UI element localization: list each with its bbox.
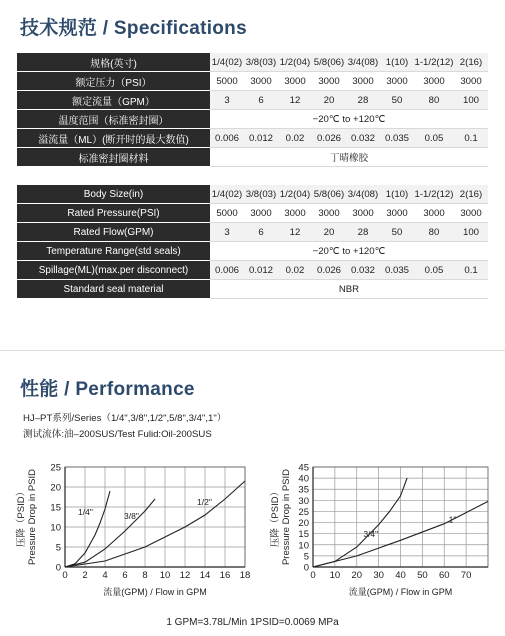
spec-cell: 28 <box>346 91 380 110</box>
series-label: 1/4" <box>78 507 93 517</box>
spec-cell: 0.05 <box>414 129 454 148</box>
spec-cell: 3/8(03) <box>244 53 278 72</box>
conversion-footer: 1 GPM=3.78L/Min 1PSID=0.0069 MPa <box>166 617 339 628</box>
spec-cell: 28 <box>346 223 380 242</box>
x-tick-label: 0 <box>62 570 68 581</box>
spec-row-label: Rated Pressure(PSI) <box>17 204 210 223</box>
spec-cell: 0.035 <box>380 129 414 148</box>
section-divider <box>0 350 505 351</box>
spec-row <box>17 53 488 72</box>
y-tick-label: 20 <box>50 482 61 494</box>
spec-cell: 5000 <box>210 72 244 91</box>
spec-cell: 0.032 <box>346 129 380 148</box>
plot-frame <box>65 467 245 567</box>
y-axis-label-cn: 压降（PSID） <box>270 486 281 548</box>
spec-row <box>17 110 488 129</box>
spec-cell: 1/2(04) <box>278 53 312 72</box>
spec-cell: 0.05 <box>414 261 454 280</box>
spec-cell: 12 <box>278 223 312 242</box>
spec-cell-span: 丁晴橡胶 <box>210 148 488 167</box>
spec-cell: 2(16) <box>454 53 488 72</box>
x-tick-label: 70 <box>460 570 472 581</box>
spec-cell: 3000 <box>346 72 380 91</box>
x-tick-label: 6 <box>122 570 128 581</box>
spec-row <box>17 223 488 242</box>
spec-table-en <box>17 185 488 299</box>
x-axis-label: 流量(GPM) / Flow in GPM <box>103 587 207 597</box>
y-axis-label-cn: 压降（PSID） <box>16 486 27 548</box>
spec-row-label: Temperature Range(std seals) <box>17 242 210 261</box>
spec-cell: 100 <box>454 91 488 110</box>
spec-cell: 5/8(06) <box>312 185 346 204</box>
spec-cell: 20 <box>312 91 346 110</box>
spec-cell: 80 <box>414 91 454 110</box>
spec-cell: 3/4(08) <box>346 53 380 72</box>
spec-cell: 50 <box>380 91 414 110</box>
spec-row-label: 额定流量（GPM） <box>17 91 210 110</box>
spec-cell: 50 <box>380 223 414 242</box>
spec-cell-span: −20℃ to +120℃ <box>210 242 488 261</box>
spec-cell: 0.012 <box>244 261 278 280</box>
spec-cell: 0.006 <box>210 261 244 280</box>
spec-cell: 0.035 <box>380 261 414 280</box>
x-tick-label: 16 <box>219 570 231 581</box>
y-tick-label: 5 <box>55 542 61 554</box>
x-tick-label: 50 <box>417 570 428 581</box>
spec-cell: 3 <box>210 223 244 242</box>
spec-cell: 3000 <box>454 204 488 223</box>
spec-cell: 100 <box>454 223 488 242</box>
series-label: 1/2" <box>197 497 212 507</box>
spec-cell: 3000 <box>278 72 312 91</box>
spec-cell: 5/8(06) <box>312 53 346 72</box>
y-tick-label: 10 <box>298 540 309 552</box>
y-tick-label: 10 <box>50 522 61 534</box>
x-tick-label: 8 <box>142 570 148 581</box>
spec-row <box>17 91 488 110</box>
y-tick-label: 35 <box>298 484 309 496</box>
y-tick-label: 15 <box>298 529 309 541</box>
y-tick-label: 25 <box>50 462 61 474</box>
spec-cell: 3000 <box>454 72 488 91</box>
series-line <box>65 491 110 567</box>
spec-table-cn <box>17 53 488 167</box>
y-tick-label: 20 <box>298 518 309 530</box>
spec-row-label: 标准密封圈材料 <box>17 148 210 167</box>
series-label: 3/8" <box>124 511 139 521</box>
y-tick-label: 5 <box>303 551 309 563</box>
spec-cell: 6 <box>244 91 278 110</box>
spec-cell: 3 <box>210 91 244 110</box>
spec-cell: 1/4(02) <box>210 53 244 72</box>
x-tick-label: 4 <box>102 570 108 581</box>
spec-row-label: 温度范围（标准密封圈） <box>17 110 210 129</box>
x-tick-label: 60 <box>438 570 450 581</box>
spec-row <box>17 72 488 91</box>
spec-cell: 3000 <box>312 72 346 91</box>
spec-cell: 1(10) <box>380 185 414 204</box>
spec-cell: 12 <box>278 91 312 110</box>
spec-cell: 3000 <box>380 72 414 91</box>
spec-cell: 3000 <box>414 72 454 91</box>
spec-cell: 0.026 <box>312 129 346 148</box>
fluid-line: 测试流体:油–200SUS/Test Fulid:Oil-200SUS <box>23 429 212 440</box>
spec-row <box>17 280 488 299</box>
y-axis-label-en: Pressure Drop in PSID <box>281 468 292 566</box>
spec-cell: 3/4(08) <box>346 185 380 204</box>
spec-row <box>17 129 488 148</box>
flow-chart-large <box>260 450 505 615</box>
spec-cell: 0.1 <box>454 261 488 280</box>
spec-cell: 3000 <box>312 204 346 223</box>
x-axis-label: 流量(GPM) / Flow in GPM <box>348 587 453 597</box>
y-tick-label: 45 <box>298 462 309 474</box>
spec-cell: 20 <box>312 223 346 242</box>
y-tick-label: 30 <box>298 495 309 507</box>
spec-cell: 0.02 <box>278 261 312 280</box>
spec-section-title: 技术规范 / Specifications <box>20 18 247 39</box>
y-axis-label-en: Pressure Drop in PSID <box>27 468 38 566</box>
spec-cell: 0.1 <box>454 129 488 148</box>
spec-cell: 0.006 <box>210 129 244 148</box>
spec-cell: 3000 <box>244 204 278 223</box>
spec-row <box>17 242 488 261</box>
spec-row-label: 规格(英寸) <box>17 53 210 72</box>
spec-cell: 0.012 <box>244 129 278 148</box>
spec-cell: 6 <box>244 223 278 242</box>
spec-cell: 1(10) <box>380 53 414 72</box>
x-tick-label: 12 <box>179 570 191 581</box>
spec-cell: 3000 <box>380 204 414 223</box>
x-tick-label: 10 <box>159 570 171 581</box>
spec-cell: 0.032 <box>346 261 380 280</box>
y-tick-label: 40 <box>298 473 309 485</box>
spec-row <box>17 185 488 204</box>
y-tick-label: 25 <box>298 506 309 518</box>
x-tick-label: 30 <box>373 570 384 581</box>
y-tick-label: 0 <box>303 562 309 574</box>
spec-row-label: 溢流量（ML）(断开时的最大数值) <box>17 129 210 148</box>
spec-cell: 3000 <box>278 204 312 223</box>
spec-row-label: Standard seal material <box>17 280 210 299</box>
spec-cell: 1/4(02) <box>210 185 244 204</box>
series-label: 1" <box>448 514 457 525</box>
perf-section-title: 性能 / Performance <box>20 379 195 400</box>
y-tick-label: 0 <box>55 562 61 574</box>
x-tick-label: 18 <box>239 570 251 581</box>
spec-cell-span: NBR <box>210 280 488 299</box>
series-line <box>65 481 245 567</box>
series-line: HJ–PT系列/Series（1/4",3/8",1/2",5/8",3/4",1"） <box>23 413 227 424</box>
spec-cell: 80 <box>414 223 454 242</box>
x-tick-label: 2 <box>82 570 88 581</box>
spec-cell: 0.02 <box>278 129 312 148</box>
spec-row <box>17 148 488 167</box>
spec-row <box>17 204 488 223</box>
spec-cell: 1-1/2(12) <box>414 53 454 72</box>
spec-cell-span: −20℃ to +120℃ <box>210 110 488 129</box>
spec-row-label: 额定压力（PSI） <box>17 72 210 91</box>
spec-cell: 3000 <box>414 204 454 223</box>
spec-cell: 1/2(04) <box>278 185 312 204</box>
spec-row-label: Spillage(ML)(max.per disconnect) <box>17 261 210 280</box>
spec-cell: 2(16) <box>454 185 488 204</box>
x-tick-label: 20 <box>351 570 363 581</box>
spec-cell: 3000 <box>244 72 278 91</box>
spec-row <box>17 261 488 280</box>
x-tick-label: 0 <box>310 570 316 581</box>
spec-cell: 3000 <box>346 204 380 223</box>
spec-row-label: Body Size(in) <box>17 185 210 204</box>
y-tick-label: 15 <box>50 502 61 514</box>
spec-cell: 3/8(03) <box>244 185 278 204</box>
x-tick-label: 10 <box>329 570 341 581</box>
spec-cell: 5000 <box>210 204 244 223</box>
x-tick-label: 14 <box>199 570 211 581</box>
flow-chart-small <box>10 450 260 615</box>
series-label: 3/4" <box>363 529 379 539</box>
spec-cell: 0.026 <box>312 261 346 280</box>
x-tick-label: 40 <box>395 570 406 581</box>
spec-row-label: Rated Flow(GPM) <box>17 223 210 242</box>
spec-cell: 1-1/2(12) <box>414 185 454 204</box>
